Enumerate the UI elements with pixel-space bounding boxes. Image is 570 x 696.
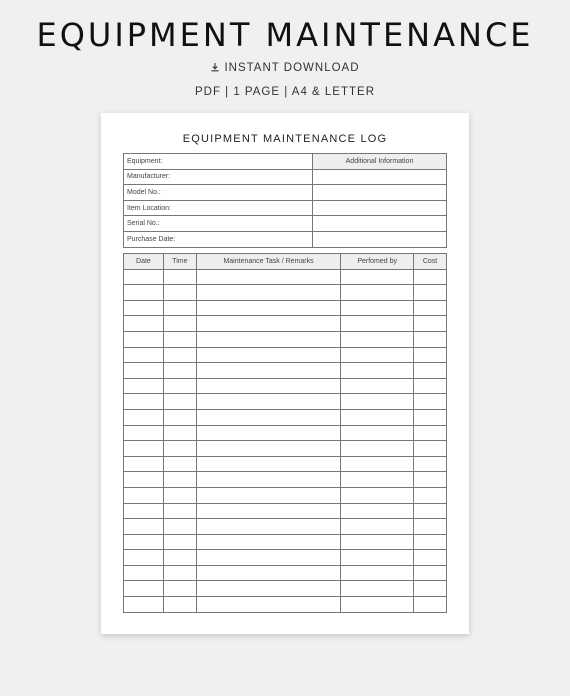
log-cell-performed-by [341, 331, 414, 347]
log-cell-time [163, 300, 196, 316]
log-cell-performed-by [341, 565, 414, 581]
log-cell-time [163, 363, 196, 379]
additional-info-cell [313, 231, 447, 247]
log-cell-cost [414, 331, 447, 347]
log-cell-task [196, 363, 340, 379]
log-cell-time [163, 519, 196, 535]
log-cell-task [196, 597, 340, 613]
log-row [124, 441, 447, 457]
log-cell-task [196, 472, 340, 488]
log-cell-task [196, 550, 340, 566]
info-row [124, 154, 447, 170]
log-cell-cost [414, 347, 447, 363]
log-cell-time [163, 394, 196, 410]
log-row [124, 565, 447, 581]
log-cell-date [124, 487, 164, 503]
download-icon [210, 62, 220, 72]
column-header-performed-by: Perfomed by [341, 254, 414, 270]
log-cell-time [163, 550, 196, 566]
log-title: EQUIPMENT MAINTENANCE LOG [182, 133, 388, 145]
log-row [124, 581, 447, 597]
log-row [124, 550, 447, 566]
log-cell-cost [414, 519, 447, 535]
log-cell-task [196, 409, 340, 425]
log-cell-task [196, 503, 340, 519]
log-cell-time [163, 503, 196, 519]
log-cell-performed-by [341, 534, 414, 550]
log-cell-cost [414, 300, 447, 316]
download-link[interactable] [0, 62, 570, 74]
log-cell-date [124, 347, 164, 363]
log-cell-task [196, 425, 340, 441]
info-row [124, 185, 447, 201]
log-cell-date [124, 285, 164, 301]
log-cell-task [196, 285, 340, 301]
log-cell-cost [414, 269, 447, 285]
log-cell-date [124, 472, 164, 488]
download-label: INSTANT DOWNLOAD [224, 62, 360, 74]
additional-info-cell [313, 200, 447, 216]
log-row [124, 331, 447, 347]
log-cell-time [163, 425, 196, 441]
column-header-time: Time [163, 254, 196, 270]
log-cell-cost [414, 581, 447, 597]
log-cell-cost [414, 565, 447, 581]
log-row [124, 472, 447, 488]
log-row [124, 378, 447, 394]
info-field-label: Equipment: [124, 154, 313, 170]
log-cell-date [124, 503, 164, 519]
info-table [123, 153, 447, 248]
log-cell-cost [414, 597, 447, 613]
log-cell-task [196, 378, 340, 394]
additional-info-cell [313, 216, 447, 232]
log-row [124, 409, 447, 425]
log-row [124, 300, 447, 316]
log-cell-time [163, 487, 196, 503]
additional-info-cell [313, 169, 447, 185]
log-row [124, 316, 447, 332]
log-cell-performed-by [341, 597, 414, 613]
additional-info-header: Additional Information [313, 154, 447, 170]
info-row [124, 216, 447, 232]
log-cell-date [124, 441, 164, 457]
log-cell-performed-by [341, 347, 414, 363]
log-cell-performed-by [341, 285, 414, 301]
log-cell-task [196, 394, 340, 410]
info-field-label: Model No.: [124, 185, 313, 201]
info-row [124, 200, 447, 216]
log-cell-performed-by [341, 269, 414, 285]
log-cell-performed-by [341, 503, 414, 519]
log-cell-cost [414, 503, 447, 519]
page-title: EQUIPMENT MAINTENANCE [36, 16, 534, 54]
log-cell-performed-by [341, 363, 414, 379]
log-cell-task [196, 534, 340, 550]
log-cell-time [163, 597, 196, 613]
log-row [124, 347, 447, 363]
log-row [124, 285, 447, 301]
log-cell-cost [414, 441, 447, 457]
log-cell-performed-by [341, 409, 414, 425]
log-cell-cost [414, 363, 447, 379]
log-cell-time [163, 581, 196, 597]
log-cell-task [196, 441, 340, 457]
log-cell-cost [414, 472, 447, 488]
column-header-task: Maintenance Task / Remarks [196, 254, 340, 270]
log-cell-time [163, 269, 196, 285]
log-header-row [124, 254, 447, 270]
log-cell-time [163, 472, 196, 488]
log-cell-cost [414, 316, 447, 332]
log-row [124, 503, 447, 519]
info-field-label: Manufacturer: [124, 169, 313, 185]
log-cell-date [124, 378, 164, 394]
log-cell-time [163, 565, 196, 581]
log-cell-performed-by [341, 472, 414, 488]
log-cell-task [196, 347, 340, 363]
additional-info-cell [313, 185, 447, 201]
log-cell-cost [414, 394, 447, 410]
info-field-label: Item Location: [124, 200, 313, 216]
log-cell-task [196, 565, 340, 581]
log-cell-cost [414, 378, 447, 394]
log-cell-time [163, 456, 196, 472]
log-cell-task [196, 581, 340, 597]
log-cell-date [124, 550, 164, 566]
log-cell-time [163, 441, 196, 457]
log-cell-date [124, 394, 164, 410]
log-cell-date [124, 534, 164, 550]
log-cell-date [124, 300, 164, 316]
log-cell-time [163, 347, 196, 363]
log-table [123, 253, 447, 613]
log-row [124, 425, 447, 441]
info-field-label: Purchase Date: [124, 231, 313, 247]
log-cell-date [124, 456, 164, 472]
log-cell-cost [414, 456, 447, 472]
log-cell-task [196, 487, 340, 503]
column-header-cost: Cost [414, 254, 447, 270]
log-cell-performed-by [341, 441, 414, 457]
log-cell-task [196, 331, 340, 347]
log-cell-time [163, 331, 196, 347]
format-info: PDF | 1 PAGE | A4 & LETTER [194, 86, 376, 98]
log-cell-task [196, 519, 340, 535]
log-row [124, 269, 447, 285]
log-cell-performed-by [341, 394, 414, 410]
log-cell-date [124, 316, 164, 332]
log-cell-performed-by [341, 300, 414, 316]
log-cell-performed-by [341, 581, 414, 597]
log-cell-cost [414, 425, 447, 441]
document-page [101, 113, 469, 634]
log-cell-date [124, 597, 164, 613]
log-cell-date [124, 409, 164, 425]
log-cell-cost [414, 487, 447, 503]
log-row [124, 456, 447, 472]
log-cell-performed-by [341, 487, 414, 503]
log-row [124, 597, 447, 613]
log-row [124, 394, 447, 410]
log-cell-date [124, 363, 164, 379]
log-cell-cost [414, 534, 447, 550]
log-cell-cost [414, 550, 447, 566]
log-cell-task [196, 300, 340, 316]
info-row [124, 169, 447, 185]
log-cell-date [124, 581, 164, 597]
log-cell-task [196, 456, 340, 472]
column-header-date: Date [124, 254, 164, 270]
log-row [124, 534, 447, 550]
log-cell-time [163, 409, 196, 425]
log-cell-performed-by [341, 519, 414, 535]
log-cell-time [163, 316, 196, 332]
log-cell-date [124, 269, 164, 285]
log-cell-time [163, 285, 196, 301]
log-row [124, 363, 447, 379]
log-cell-cost [414, 285, 447, 301]
log-cell-date [124, 519, 164, 535]
log-cell-time [163, 378, 196, 394]
log-cell-performed-by [341, 550, 414, 566]
log-cell-task [196, 316, 340, 332]
log-cell-performed-by [341, 316, 414, 332]
log-cell-task [196, 269, 340, 285]
log-cell-performed-by [341, 456, 414, 472]
log-cell-cost [414, 409, 447, 425]
log-row [124, 487, 447, 503]
log-cell-time [163, 534, 196, 550]
log-cell-performed-by [341, 378, 414, 394]
info-row [124, 231, 447, 247]
log-cell-date [124, 425, 164, 441]
info-field-label: Serial No.: [124, 216, 313, 232]
log-cell-date [124, 331, 164, 347]
log-cell-performed-by [341, 425, 414, 441]
log-row [124, 519, 447, 535]
log-cell-date [124, 565, 164, 581]
